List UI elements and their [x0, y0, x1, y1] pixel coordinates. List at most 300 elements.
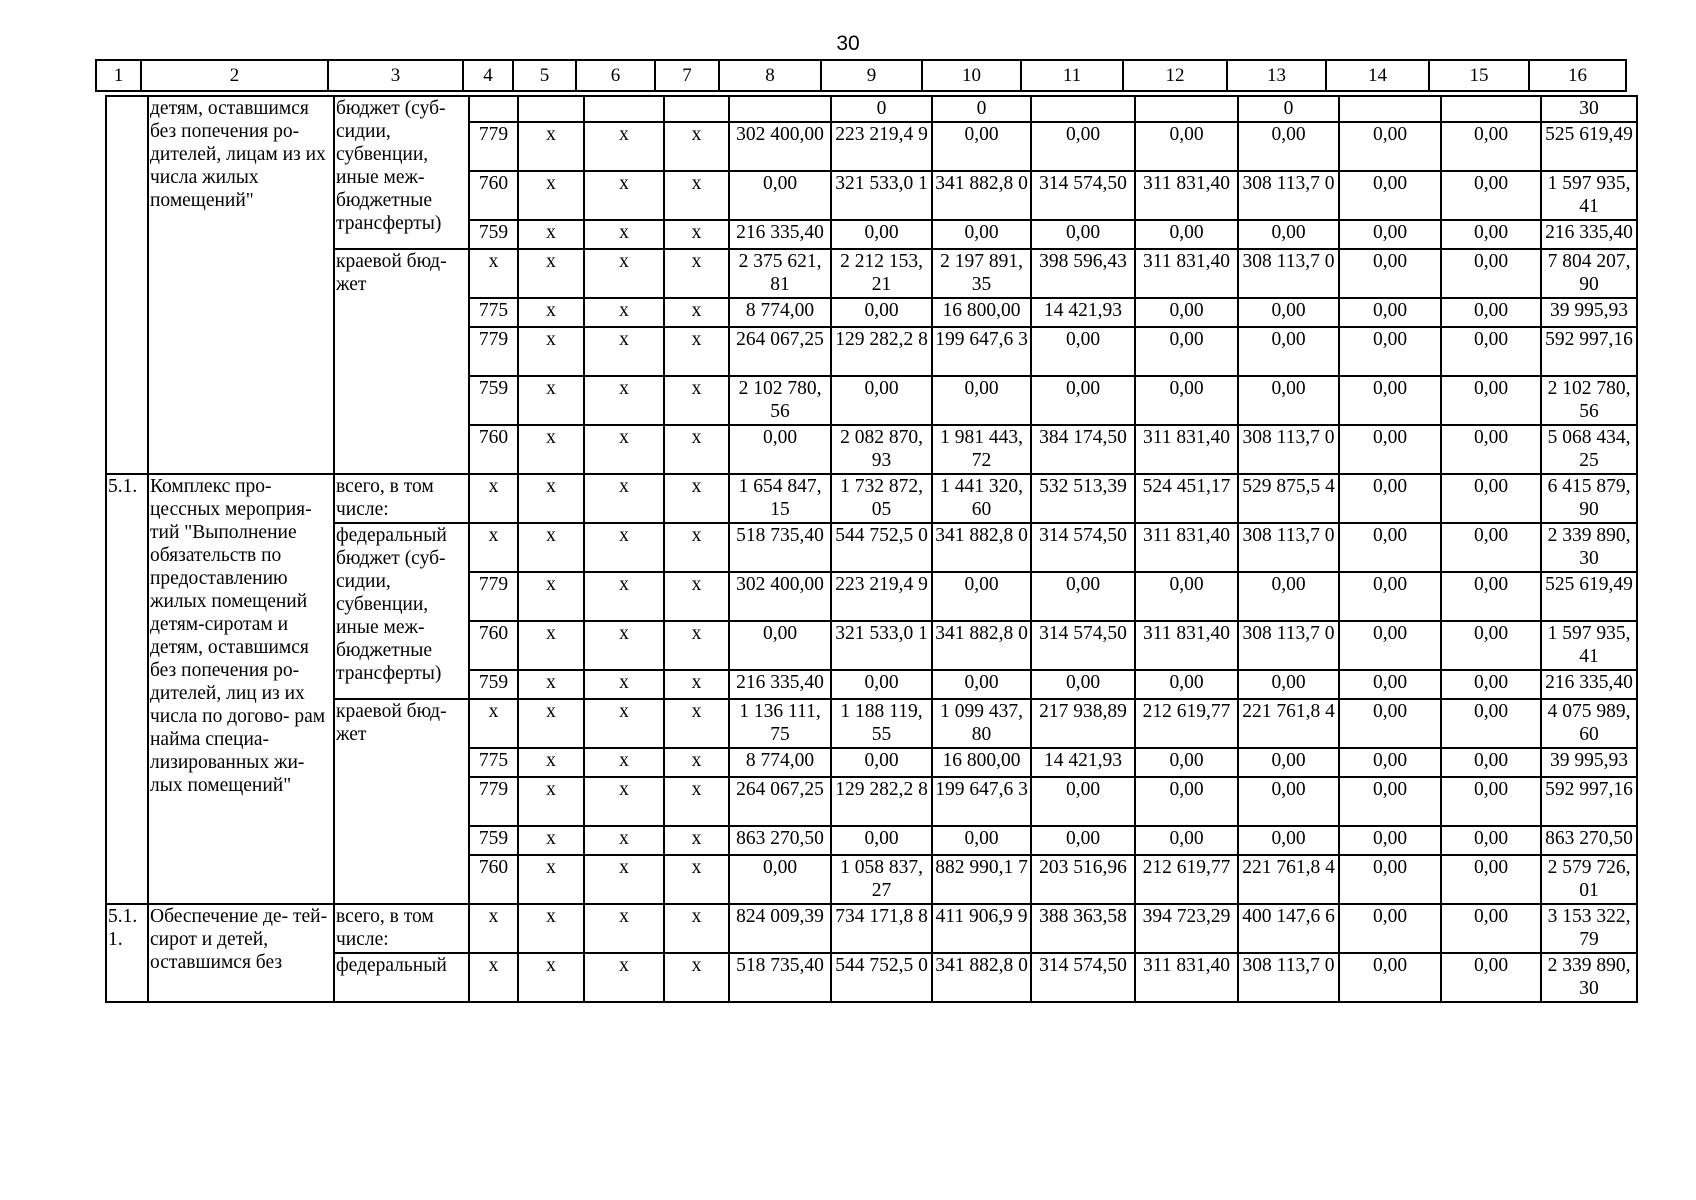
value-cell: 0,00: [1135, 826, 1238, 855]
header-col-1: 1: [96, 60, 141, 91]
code-cell: х: [518, 122, 584, 171]
value-cell: 0,00: [729, 621, 831, 670]
code-cell: х: [469, 699, 518, 748]
value-cell: 882 990,1 7: [932, 855, 1031, 904]
value-cell: 0,00: [1339, 953, 1441, 1002]
code-cell: х: [584, 425, 664, 474]
value-cell: 308 113,7 0: [1238, 171, 1339, 220]
value-cell: 308 113,7 0: [1238, 953, 1339, 1002]
header-col-13: 13: [1227, 60, 1326, 91]
value-cell: 0,00: [1339, 572, 1441, 621]
value-cell: 321 533,0 1: [831, 171, 932, 220]
code-cell: х: [664, 670, 729, 699]
header-col-11: 11: [1021, 60, 1123, 91]
column-number-header: [95, 59, 1627, 92]
value-cell: 223 219,4 9: [831, 572, 932, 621]
code-cell: х: [664, 122, 729, 171]
code-cell: х: [664, 826, 729, 855]
code-cell: х: [584, 298, 664, 327]
value-cell: 321 533,0 1: [831, 621, 932, 670]
funding-source-cell: федеральный бюджет (суб- сидии, субвенции, иные меж- бюджетные трансферты): [334, 523, 469, 699]
value-cell: 398 596,43: [1031, 249, 1135, 298]
value-cell: 0,00: [1441, 425, 1541, 474]
header-col-6: 6: [576, 60, 655, 91]
funding-source-cell: всего, в том числе:: [334, 474, 469, 523]
code-cell: [518, 96, 584, 122]
value-cell: 2 579 726, 01: [1541, 855, 1637, 904]
code-cell: х: [469, 904, 518, 953]
value-cell: 308 113,7 0: [1238, 621, 1339, 670]
value-cell: 1 058 837, 27: [831, 855, 932, 904]
value-cell: 1 099 437, 80: [932, 699, 1031, 748]
value-cell: 1 597 935, 41: [1541, 171, 1637, 220]
code-cell: х: [518, 572, 584, 621]
value-cell: 0,00: [1238, 748, 1339, 777]
header-col-8: 8: [719, 60, 821, 91]
code-cell: х: [584, 376, 664, 425]
code-cell: х: [664, 474, 729, 523]
value-cell: 0,00: [1339, 523, 1441, 572]
value-cell: 0,00: [1135, 572, 1238, 621]
value-cell: 5 068 434, 25: [1541, 425, 1637, 474]
value-cell: 525 619,49: [1541, 572, 1637, 621]
value-cell: 16 800,00: [932, 298, 1031, 327]
value-cell: 3 153 322, 79: [1541, 904, 1637, 953]
code-cell: х: [469, 249, 518, 298]
code-cell: х: [664, 249, 729, 298]
code-cell: 779: [469, 572, 518, 621]
value-cell: 388 363,58: [1031, 904, 1135, 953]
code-cell: х: [664, 523, 729, 572]
table-row: [106, 904, 1637, 953]
header-col-12: 12: [1123, 60, 1227, 91]
value-cell: 0: [932, 96, 1031, 122]
code-cell: 759: [469, 826, 518, 855]
code-cell: х: [584, 171, 664, 220]
value-cell: 0,00: [1031, 220, 1135, 249]
value-cell: 0,00: [1339, 748, 1441, 777]
code-cell: 775: [469, 748, 518, 777]
value-cell: 39 995,93: [1541, 298, 1637, 327]
row-number-cell: 5.1.: [106, 474, 148, 904]
value-cell: 734 171,8 8: [831, 904, 932, 953]
value-cell: 217 938,89: [1031, 699, 1135, 748]
value-cell: 223 219,4 9: [831, 122, 932, 171]
value-cell: 314 574,50: [1031, 953, 1135, 1002]
code-cell: х: [584, 474, 664, 523]
code-cell: х: [664, 777, 729, 826]
header-col-5: 5: [513, 60, 576, 91]
value-cell: 0,00: [1441, 474, 1541, 523]
value-cell: 216 335,40: [729, 220, 831, 249]
code-cell: х: [664, 327, 729, 376]
value-cell: 0,00: [729, 855, 831, 904]
value-cell: 199 647,6 3: [932, 327, 1031, 376]
value-cell: 0,00: [932, 572, 1031, 621]
page-number: 30: [836, 32, 860, 55]
event-name-cell: Обеспечение де- тей-сирот и детей, оставшимся без: [148, 904, 334, 1002]
value-cell: 341 882,8 0: [932, 953, 1031, 1002]
value-cell: 16 800,00: [932, 748, 1031, 777]
value-cell: 0,00: [831, 670, 932, 699]
value-cell: 2 212 153, 21: [831, 249, 932, 298]
value-cell: 0,00: [1031, 376, 1135, 425]
value-cell: 6 415 879, 90: [1541, 474, 1637, 523]
code-cell: х: [664, 855, 729, 904]
value-cell: 0,00: [1339, 425, 1441, 474]
value-cell: 129 282,2 8: [831, 327, 932, 376]
code-cell: х: [664, 572, 729, 621]
value-cell: 308 113,7 0: [1238, 425, 1339, 474]
value-cell: 592 997,16: [1541, 327, 1637, 376]
table-row: [106, 249, 1637, 298]
value-cell: 216 335,40: [729, 670, 831, 699]
value-cell: 0,00: [1339, 220, 1441, 249]
value-cell: 311 831,40: [1135, 249, 1238, 298]
code-cell: 775: [469, 298, 518, 327]
code-cell: х: [518, 298, 584, 327]
value-cell: 0: [831, 96, 932, 122]
value-cell: 0,00: [1441, 904, 1541, 953]
code-cell: х: [584, 699, 664, 748]
value-cell: 0,00: [1238, 122, 1339, 171]
value-cell: 0,00: [1031, 122, 1135, 171]
value-cell: 0: [1238, 96, 1339, 122]
value-cell: 0,00: [1135, 748, 1238, 777]
value-cell: [1441, 96, 1541, 122]
code-cell: [584, 96, 664, 122]
code-cell: х: [584, 855, 664, 904]
value-cell: 311 831,40: [1135, 523, 1238, 572]
value-cell: 2 102 780, 56: [1541, 376, 1637, 425]
table-row: [106, 523, 1637, 572]
value-cell: 0,00: [1441, 748, 1541, 777]
value-cell: 221 761,8 4: [1238, 855, 1339, 904]
value-cell: 411 906,9 9: [932, 904, 1031, 953]
value-cell: 4 075 989, 60: [1541, 699, 1637, 748]
value-cell: 311 831,40: [1135, 425, 1238, 474]
value-cell: 544 752,5 0: [831, 953, 932, 1002]
value-cell: 0,00: [1441, 523, 1541, 572]
value-cell: 2 082 870, 93: [831, 425, 932, 474]
value-cell: 0,00: [831, 376, 932, 425]
code-cell: х: [518, 748, 584, 777]
value-cell: 0,00: [1339, 826, 1441, 855]
value-cell: 0,00: [1238, 670, 1339, 699]
table-row: [106, 699, 1637, 748]
value-cell: 529 875,5 4: [1238, 474, 1339, 523]
value-cell: 0,00: [1441, 777, 1541, 826]
value-cell: 0,00: [1031, 327, 1135, 376]
value-cell: 0,00: [932, 122, 1031, 171]
value-cell: 0,00: [1441, 826, 1541, 855]
value-cell: 0,00: [1135, 122, 1238, 171]
value-cell: 0,00: [1339, 122, 1441, 171]
value-cell: 0,00: [1339, 699, 1441, 748]
value-cell: 341 882,8 0: [932, 621, 1031, 670]
value-cell: 39 995,93: [1541, 748, 1637, 777]
funding-source-cell: федеральный: [334, 953, 469, 1002]
value-cell: 311 831,40: [1135, 953, 1238, 1002]
value-cell: 302 400,00: [729, 572, 831, 621]
value-cell: 14 421,93: [1031, 298, 1135, 327]
value-cell: 30: [1541, 96, 1637, 122]
value-cell: 1 188 119, 55: [831, 699, 932, 748]
value-cell: 308 113,7 0: [1238, 249, 1339, 298]
value-cell: 0,00: [1238, 327, 1339, 376]
value-cell: 0,00: [1339, 621, 1441, 670]
value-cell: 0,00: [831, 748, 932, 777]
value-cell: 0,00: [1441, 855, 1541, 904]
code-cell: х: [664, 904, 729, 953]
value-cell: 518 735,40: [729, 953, 831, 1002]
header-col-7: 7: [655, 60, 719, 91]
value-cell: 0,00: [1339, 670, 1441, 699]
value-cell: 1 136 111, 75: [729, 699, 831, 748]
code-cell: [664, 96, 729, 122]
table-row: [106, 96, 1637, 122]
value-cell: 0,00: [831, 298, 932, 327]
code-cell: х: [518, 670, 584, 699]
value-cell: 0,00: [1339, 376, 1441, 425]
code-cell: х: [664, 298, 729, 327]
table-row: [106, 953, 1637, 1002]
value-cell: 0,00: [1238, 826, 1339, 855]
code-cell: х: [584, 621, 664, 670]
code-cell: 760: [469, 855, 518, 904]
code-cell: 779: [469, 327, 518, 376]
value-cell: 544 752,5 0: [831, 523, 932, 572]
header-col-2: 2: [141, 60, 328, 91]
code-cell: 759: [469, 670, 518, 699]
value-cell: 0,00: [1238, 298, 1339, 327]
value-cell: 264 067,25: [729, 327, 831, 376]
code-cell: х: [518, 171, 584, 220]
code-cell: х: [584, 572, 664, 621]
value-cell: 0,00: [1339, 249, 1441, 298]
code-cell: 779: [469, 122, 518, 171]
value-cell: 0,00: [932, 670, 1031, 699]
value-cell: 0,00: [1135, 670, 1238, 699]
header-col-4: 4: [463, 60, 513, 91]
code-cell: х: [584, 904, 664, 953]
code-cell: х: [584, 777, 664, 826]
value-cell: 0,00: [1441, 670, 1541, 699]
value-cell: 1 597 935, 41: [1541, 621, 1637, 670]
code-cell: х: [469, 523, 518, 572]
value-cell: 524 451,17: [1135, 474, 1238, 523]
value-cell: 311 831,40: [1135, 171, 1238, 220]
event-name-cell: Комплекс про- цессных мероприя- тий "Выполнение обязательств по предоставлению жилых помещений детям-сиротам и детям, оставшимся без попечения ро- дителей, лиц из их числа по догово- рам найма специа- лизированных жи- лых помещений": [148, 474, 334, 904]
value-cell: 0,00: [1441, 122, 1541, 171]
value-cell: 314 574,50: [1031, 621, 1135, 670]
value-cell: 592 997,16: [1541, 777, 1637, 826]
value-cell: 8 774,00: [729, 748, 831, 777]
value-cell: 203 516,96: [1031, 855, 1135, 904]
value-cell: 129 282,2 8: [831, 777, 932, 826]
value-cell: 0,00: [1135, 376, 1238, 425]
code-cell: 760: [469, 621, 518, 670]
value-cell: 0,00: [729, 171, 831, 220]
value-cell: [1031, 96, 1135, 122]
value-cell: 0,00: [1339, 171, 1441, 220]
value-cell: 341 882,8 0: [932, 171, 1031, 220]
code-cell: х: [584, 670, 664, 699]
value-cell: 212 619,77: [1135, 855, 1238, 904]
code-cell: 760: [469, 425, 518, 474]
code-cell: х: [664, 425, 729, 474]
value-cell: 0,00: [932, 220, 1031, 249]
value-cell: 384 174,50: [1031, 425, 1135, 474]
value-cell: 1 981 443, 72: [932, 425, 1031, 474]
value-cell: 2 102 780, 56: [729, 376, 831, 425]
value-cell: 0,00: [1238, 220, 1339, 249]
value-cell: 264 067,25: [729, 777, 831, 826]
header-col-16: 16: [1529, 60, 1626, 91]
value-cell: 221 761,8 4: [1238, 699, 1339, 748]
value-cell: 0,00: [1031, 826, 1135, 855]
code-cell: х: [518, 474, 584, 523]
value-cell: 824 009,39: [729, 904, 831, 953]
event-name-cell: детям, оставшимся без попечения ро- дителей, лицам из их числа жилых помещений": [148, 96, 334, 474]
value-cell: 0,00: [1135, 327, 1238, 376]
code-cell: х: [469, 474, 518, 523]
funding-source-cell: всего, в том числе:: [334, 904, 469, 953]
code-cell: х: [584, 327, 664, 376]
value-cell: 0,00: [1441, 572, 1541, 621]
value-cell: 0,00: [1031, 777, 1135, 826]
funding-source-cell: краевой бюд- жет: [334, 249, 469, 474]
value-cell: 0,00: [831, 220, 932, 249]
header-col-15: 15: [1429, 60, 1529, 91]
value-cell: 0,00: [932, 826, 1031, 855]
value-cell: 7 804 207, 90: [1541, 249, 1637, 298]
code-cell: х: [518, 327, 584, 376]
value-cell: [1135, 96, 1238, 122]
value-cell: 0,00: [1441, 327, 1541, 376]
value-cell: 14 421,93: [1031, 748, 1135, 777]
code-cell: 779: [469, 777, 518, 826]
code-cell: х: [518, 376, 584, 425]
value-cell: 0,00: [1441, 621, 1541, 670]
value-cell: [1339, 96, 1441, 122]
code-cell: х: [518, 220, 584, 249]
code-cell: 759: [469, 220, 518, 249]
value-cell: 518 735,40: [729, 523, 831, 572]
code-cell: х: [518, 953, 584, 1002]
value-cell: 525 619,49: [1541, 122, 1637, 171]
value-cell: 0,00: [932, 376, 1031, 425]
code-cell: х: [518, 855, 584, 904]
header-col-14: 14: [1326, 60, 1429, 91]
code-cell: х: [664, 699, 729, 748]
value-cell: 0,00: [1339, 298, 1441, 327]
code-cell: х: [584, 523, 664, 572]
value-cell: 0,00: [831, 826, 932, 855]
row-number-cell: 5.1. 1.: [106, 904, 148, 1002]
value-cell: 532 513,39: [1031, 474, 1135, 523]
code-cell: х: [518, 425, 584, 474]
table-row: [106, 474, 1637, 523]
value-cell: 0,00: [1135, 777, 1238, 826]
code-cell: х: [664, 953, 729, 1002]
value-cell: 212 619,77: [1135, 699, 1238, 748]
value-cell: 0,00: [1441, 220, 1541, 249]
value-cell: 314 574,50: [1031, 523, 1135, 572]
code-cell: [469, 96, 518, 122]
value-cell: 0,00: [1238, 376, 1339, 425]
code-cell: х: [584, 748, 664, 777]
value-cell: 2 375 621, 81: [729, 249, 831, 298]
value-cell: 1 654 847, 15: [729, 474, 831, 523]
code-cell: х: [664, 621, 729, 670]
value-cell: 0,00: [729, 425, 831, 474]
value-cell: 308 113,7 0: [1238, 523, 1339, 572]
value-cell: 0,00: [1441, 953, 1541, 1002]
code-cell: х: [664, 220, 729, 249]
code-cell: 759: [469, 376, 518, 425]
value-cell: 0,00: [1441, 298, 1541, 327]
funding-source-cell: краевой бюд- жет: [334, 699, 469, 904]
value-cell: 0,00: [1339, 777, 1441, 826]
code-cell: х: [518, 621, 584, 670]
value-cell: 0,00: [1339, 904, 1441, 953]
value-cell: 0,00: [1238, 777, 1339, 826]
value-cell: 394 723,29: [1135, 904, 1238, 953]
value-cell: 0,00: [1135, 298, 1238, 327]
value-cell: 311 831,40: [1135, 621, 1238, 670]
value-cell: 199 647,6 3: [932, 777, 1031, 826]
value-cell: 2 339 890, 30: [1541, 523, 1637, 572]
value-cell: 0,00: [1441, 249, 1541, 298]
value-cell: 0,00: [1339, 474, 1441, 523]
code-cell: х: [584, 220, 664, 249]
code-cell: х: [664, 748, 729, 777]
value-cell: 2 339 890, 30: [1541, 953, 1637, 1002]
code-cell: х: [518, 777, 584, 826]
value-cell: 0,00: [1031, 670, 1135, 699]
code-cell: х: [518, 523, 584, 572]
code-cell: х: [584, 953, 664, 1002]
budget-table: [105, 95, 1638, 1003]
value-cell: 1 441 320, 60: [932, 474, 1031, 523]
funding-source-cell: бюджет (суб- сидии, субвенции, иные меж- бюджетные трансферты): [334, 96, 469, 249]
code-cell: х: [469, 953, 518, 1002]
value-cell: 863 270,50: [729, 826, 831, 855]
value-cell: 302 400,00: [729, 122, 831, 171]
value-cell: 0,00: [1238, 572, 1339, 621]
code-cell: х: [518, 699, 584, 748]
value-cell: 0,00: [1135, 220, 1238, 249]
row-number-cell: [106, 96, 148, 474]
value-cell: 216 335,40: [1541, 670, 1637, 699]
value-cell: 863 270,50: [1541, 826, 1637, 855]
code-cell: х: [518, 826, 584, 855]
value-cell: 314 574,50: [1031, 171, 1135, 220]
code-cell: х: [664, 171, 729, 220]
header-col-3: 3: [328, 60, 463, 91]
value-cell: 2 197 891, 35: [932, 249, 1031, 298]
value-cell: 8 774,00: [729, 298, 831, 327]
header-col-10: 10: [922, 60, 1021, 91]
value-cell: 0,00: [1031, 572, 1135, 621]
code-cell: х: [584, 249, 664, 298]
code-cell: х: [518, 249, 584, 298]
value-cell: 0,00: [1441, 376, 1541, 425]
value-cell: 341 882,8 0: [932, 523, 1031, 572]
value-cell: [729, 96, 831, 122]
value-cell: 0,00: [1441, 171, 1541, 220]
